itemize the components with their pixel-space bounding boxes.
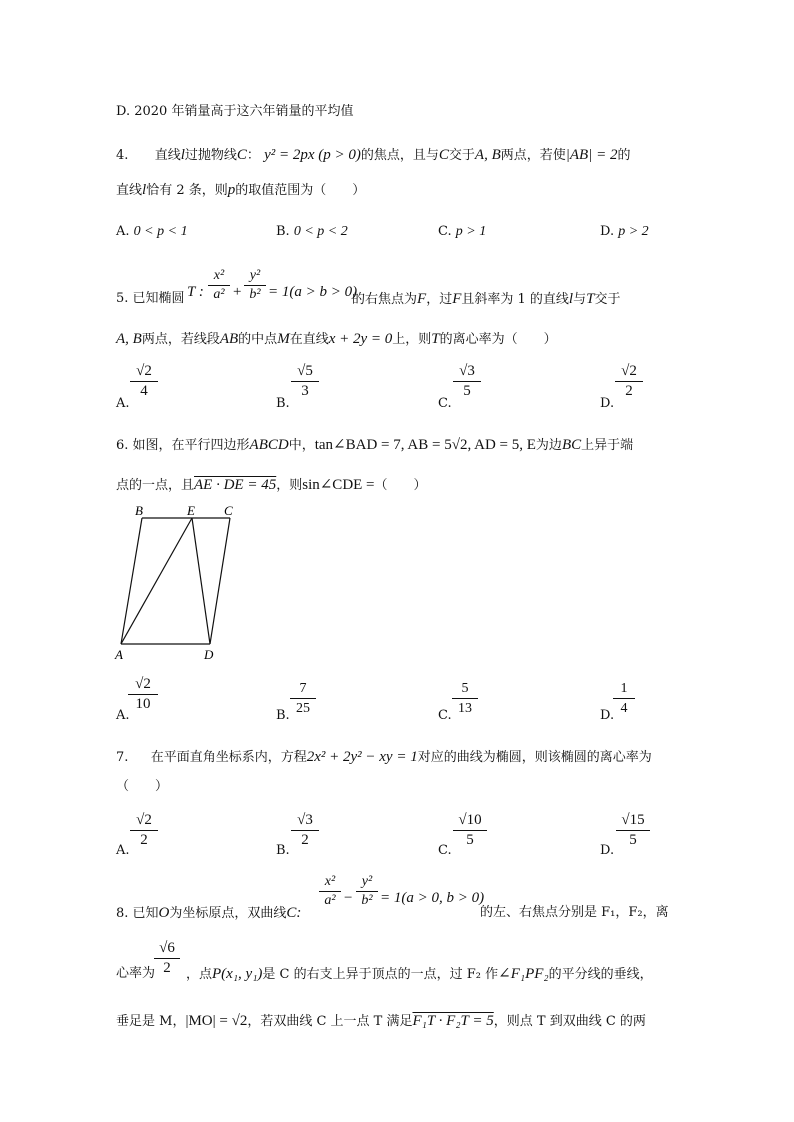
option-letter: A. <box>116 708 130 723</box>
q7-option-c[interactable] <box>438 843 452 859</box>
fraction-numerator: 1 <box>620 681 628 696</box>
q8-text: 是 C 的右支上异于顶点的一点，过 F₂ 作 <box>262 967 499 982</box>
q5-option-d[interactable] <box>600 396 614 412</box>
option-letter: C. <box>438 396 452 411</box>
q5-line-equation: x + 2y = 0 <box>328 331 393 347</box>
fraction-denominator: 5 <box>629 832 637 848</box>
q8-eccentricity-fraction <box>154 940 180 977</box>
q8-text: ，点 <box>186 967 213 982</box>
q6-option-d[interactable] <box>600 708 614 724</box>
fraction-denominator: 5 <box>466 832 474 848</box>
q5-text: 的离心率为（ ） <box>439 332 557 347</box>
fraction-denominator: b² <box>249 287 261 302</box>
q5-text: 交于 <box>594 292 621 307</box>
fraction-denominator: 5 <box>463 383 471 399</box>
q7-equation: 2x² + 2y² − xy = 1 <box>306 749 418 765</box>
q6-text: 为边 <box>535 438 562 453</box>
fraction-denominator: 13 <box>458 701 472 716</box>
q6-text: 中， <box>288 438 315 453</box>
q8-origin: O <box>158 905 170 921</box>
q5-equation-tail: = 1(a > b > 0) <box>268 284 358 300</box>
q7-option-c-fraction <box>453 812 487 849</box>
q4-parabola-equation: y² = 2px (p > 0) <box>264 147 361 163</box>
q6-dot-product: AE · DE = 45 <box>194 477 277 493</box>
option-letter: B. <box>276 396 290 411</box>
fraction-numerator: √5 <box>297 363 313 379</box>
q4-curve-symbol: C <box>236 147 247 163</box>
q5-text: 上，则 <box>392 332 432 347</box>
q7-number: 7. <box>116 750 129 765</box>
q6-text: ，则 <box>276 478 303 493</box>
q8-distance: |MO| = √2 <box>185 1013 248 1029</box>
q4-option-a[interactable] <box>116 224 188 240</box>
fraction-numerator: √2 <box>135 676 151 692</box>
fraction-denominator: 2 <box>163 960 171 976</box>
option-letter: A. <box>116 843 130 858</box>
q4-number: 4. <box>116 148 129 163</box>
option-letter: D. <box>600 843 615 858</box>
q6-asked-value: sin∠CDE = <box>302 477 375 493</box>
q8-y-fraction <box>356 874 378 909</box>
fraction-numerator: x² <box>324 874 336 889</box>
q6-option-c-fraction <box>452 680 478 717</box>
q4-text: 恰有 2 条，则 <box>146 183 228 198</box>
option-letter: D. <box>600 708 615 723</box>
q4-option-b[interactable] <box>276 224 348 240</box>
q6-option-a-fraction <box>128 676 158 713</box>
q7-text: 在平面直角坐标系内，方程 <box>150 750 307 765</box>
q4-text: 的焦点，且与 <box>360 148 439 163</box>
q5-text: 的中点 <box>238 332 278 347</box>
option-letter: A. <box>116 396 130 411</box>
vertex-label-b: B <box>135 503 143 518</box>
fraction-numerator: √2 <box>621 363 637 379</box>
q5-text: 且斜率为 1 的直线 <box>461 292 569 307</box>
q5-line-symbol: l <box>568 291 574 307</box>
q4-line-1 <box>116 146 630 165</box>
option-letter: D. <box>600 224 615 239</box>
vertex-label-c: C <box>224 503 233 518</box>
q7-line-1 <box>116 748 652 767</box>
fraction-denominator: 2 <box>625 383 633 399</box>
fraction-numerator: √6 <box>159 940 175 956</box>
q7-option-a[interactable] <box>116 843 130 859</box>
option-value: p > 1 <box>455 224 487 239</box>
fraction-numerator: √2 <box>136 812 152 828</box>
option-letter: A. <box>116 224 130 239</box>
option-letter: C. <box>438 224 452 239</box>
q8-point-p: P(x₁, y₁) <box>212 966 263 982</box>
q6-option-c[interactable] <box>438 708 452 724</box>
fraction-denominator: 2 <box>140 832 148 848</box>
fraction-numerator: √3 <box>297 812 313 828</box>
option-value: 0 < p < 1 <box>133 224 188 239</box>
option-d-previous-question: D. 2020 年销量高于这六年销量的平均值 <box>116 104 354 119</box>
q4-text: 两点，若使 <box>500 148 566 163</box>
q5-segment: AB <box>219 331 239 347</box>
q8-text: ，若双曲线 C 上一点 T 满足 <box>247 1014 413 1029</box>
q4-text: 的 <box>617 148 631 163</box>
q4-text: 交于 <box>448 148 475 163</box>
fraction-numerator: y² <box>361 874 373 889</box>
q5-x-fraction <box>208 268 230 303</box>
fraction-numerator: √15 <box>621 812 645 828</box>
q7-line-2: （ ） <box>116 779 169 794</box>
fraction-denominator: 4 <box>620 701 628 716</box>
fraction-denominator: 10 <box>135 696 151 712</box>
q6-parallelogram-figure <box>110 500 250 665</box>
q4-option-d[interactable] <box>600 224 649 240</box>
edge-cd <box>210 518 230 644</box>
q8-dot-product: F₁T · F₂T = 5 <box>412 1013 494 1029</box>
fraction-numerator: 7 <box>299 681 307 696</box>
q6-side: BC <box>561 437 582 453</box>
q7-text: 对应的曲线为椭圆，则该椭圆的离心率为 <box>417 750 652 765</box>
q5-option-b[interactable] <box>276 396 290 412</box>
q8-text: ，则点 T 到双曲线 C 的两 <box>493 1014 646 1029</box>
q8-number-text: 8. 已知 <box>116 906 159 921</box>
q6-text: 上异于端 <box>581 438 634 453</box>
q6-option-b-fraction <box>290 680 316 717</box>
q8-text: 为坐标原点，双曲线 <box>169 906 287 921</box>
q6-line-1 <box>116 436 633 455</box>
vertex-label-e: E <box>187 503 195 518</box>
option-letter: C. <box>438 843 452 858</box>
q5-option-b-fraction <box>291 363 319 400</box>
q8-line-3 <box>116 1012 646 1031</box>
q5-midpoint: M <box>277 331 290 347</box>
q5-option-c[interactable] <box>438 396 452 412</box>
fraction-numerator: y² <box>249 268 261 283</box>
fraction-denominator: 2 <box>301 832 309 848</box>
q6-text: （ ） <box>374 478 427 493</box>
option-letter: B. <box>276 843 290 858</box>
q5-line-2 <box>116 330 557 349</box>
fraction-numerator: √3 <box>459 363 475 379</box>
fraction-denominator: 3 <box>301 383 309 399</box>
q6-parallelogram: ABCD <box>249 437 289 453</box>
option-letter: C. <box>438 708 452 723</box>
q7-option-a-fraction <box>130 812 158 849</box>
q7-option-b-fraction <box>291 812 319 849</box>
q6-text: 点的一点，且 <box>116 478 195 493</box>
option-letter: B. <box>276 224 290 239</box>
q7-option-d-fraction <box>616 812 650 849</box>
q8-line-1-start <box>116 904 301 923</box>
q5-option-a[interactable] <box>116 396 130 412</box>
fraction-numerator: x² <box>213 268 225 283</box>
plus-sign: + <box>233 284 242 300</box>
q5-text: 与 <box>573 292 587 307</box>
q4-line-symbol: l <box>142 182 147 198</box>
q6-option-b[interactable] <box>276 708 290 724</box>
q5-points: A, B <box>116 331 142 347</box>
minus-sign: − <box>344 890 353 906</box>
q8-line-2-start: 心率为 <box>116 966 156 981</box>
q6-line-2 <box>116 476 427 495</box>
q7-option-b[interactable] <box>276 843 290 859</box>
q5-number: 5. 已知椭圆 <box>116 291 185 306</box>
fraction-denominator: a² <box>213 287 225 302</box>
q5-y-fraction <box>244 268 266 303</box>
option-value: 0 < p < 2 <box>293 224 348 239</box>
q5-option-d-fraction <box>615 363 643 400</box>
q8-hyperbola-label: C: <box>286 905 302 921</box>
q5-text: 的右焦点为 <box>352 292 418 307</box>
q6-option-d-fraction <box>613 680 635 717</box>
q5-text: ，过 <box>426 292 453 307</box>
option-value: p > 2 <box>618 224 649 239</box>
fraction-denominator: b² <box>361 893 373 908</box>
q4-line-2 <box>116 181 365 200</box>
option-letter: D. <box>600 396 615 411</box>
q5-ellipse-label: T : <box>187 284 204 300</box>
q4-points: A, B <box>474 147 501 163</box>
q4-text: 直线 <box>116 183 143 198</box>
q5-text: 在直线 <box>289 332 329 347</box>
vertex-label-d: D <box>204 647 214 662</box>
q8-x-fraction <box>319 874 341 909</box>
q5-option-c-fraction <box>453 363 481 400</box>
fraction-numerator: √10 <box>458 812 482 828</box>
q8-text: 垂足是 M， <box>116 1014 186 1029</box>
q8-text: 的平分线的垂线， <box>548 967 653 982</box>
q4-option-c[interactable] <box>438 224 486 240</box>
vertex-label-a: A <box>115 647 123 662</box>
option-letter: B. <box>276 708 290 723</box>
q4-text: 直线 <box>154 148 181 163</box>
q5-option-a-fraction <box>130 363 158 400</box>
q4-text: 过抛物线 <box>184 148 237 163</box>
q5-ellipse-symbol: T <box>586 291 595 307</box>
q4-text: ： <box>246 148 260 163</box>
q4-text: 的取值范围为（ ） <box>235 183 366 198</box>
fraction-numerator: 5 <box>461 681 469 696</box>
fraction-numerator: √2 <box>136 363 152 379</box>
q5-ellipse-symbol: T <box>431 331 440 347</box>
q4-curve-symbol: C <box>438 147 449 163</box>
q8-line-1-rest: 的左、右焦点分别是 F₁，F₂，离 <box>480 905 669 920</box>
fraction-denominator: 4 <box>140 383 148 399</box>
q5-focus: F <box>417 291 427 307</box>
q4-parameter: p <box>227 182 236 198</box>
q5-line-1-rest <box>352 290 620 309</box>
q6-conditions: tan∠BAD = 7, AB = 5√2, AD = 5, E <box>314 437 536 453</box>
q6-number-text: 6. 如图，在平行四边形 <box>116 438 250 453</box>
q5-focus: F <box>452 291 462 307</box>
q8-angle: ∠F₁PF₂ <box>498 966 549 982</box>
q4-line-symbol: l <box>180 147 185 163</box>
segment-de <box>192 518 210 644</box>
q5-text: 两点，若线段 <box>141 332 220 347</box>
fraction-denominator: 25 <box>296 701 310 716</box>
q8-equation-tail: = 1(a > 0, b > 0) <box>380 890 485 906</box>
q4-chord-length: |AB| = 2 <box>565 147 618 163</box>
q8-line-2-rest <box>186 965 653 984</box>
fraction-denominator: a² <box>324 893 336 908</box>
q7-option-d[interactable] <box>600 843 614 859</box>
